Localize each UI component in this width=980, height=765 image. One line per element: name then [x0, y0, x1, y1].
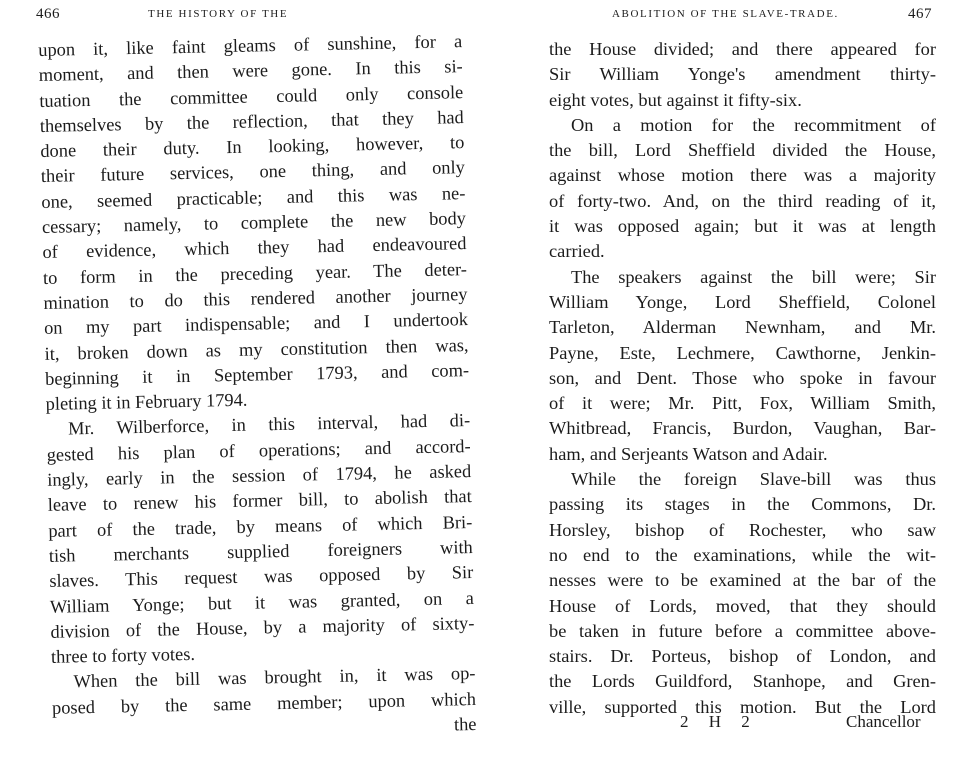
catchword: Chancellor [846, 712, 921, 731]
text-line: On a motion for the recommitment of [571, 114, 936, 135]
text-line: tish merchants supplied foreigners with [48, 536, 473, 566]
text-line: Payne, Este, Lechmere, Cawthorne, Jenkin- [549, 342, 936, 363]
text-line: pleting it in February 1794. [45, 389, 248, 415]
text-line: done their duty. In looking, however, to [40, 132, 465, 162]
text-line: ingly, early in the session of 1794, he asked [47, 461, 472, 490]
text-line: moment, and then were gone. In this si- [38, 56, 463, 86]
text-line: no end to the examinations, while the wit- [549, 544, 936, 565]
text-line: themselves by the reflection, that they had [39, 106, 464, 136]
text-line: posed by the same member; upon which [51, 688, 477, 718]
text-line: ham, and Serjeants Watson and Adair. [549, 443, 828, 464]
text-line: Horsley, bishop of Rochester, who saw [549, 519, 936, 540]
text-line: of it were; Mr. Pitt, Fox, William Smith, [549, 393, 936, 414]
text-line: slaves. This request was opposed by Sir [49, 562, 474, 592]
text-line: part of the trade, by means of which Bri- [48, 511, 473, 541]
text-line: of evidence, which they had endeavoured [42, 233, 467, 263]
signature-mark: 2 H 2 [680, 712, 758, 731]
text-line: gested his plan of operations; and accord- [46, 435, 471, 465]
text-line: on my part indispensable; and I undertook [43, 309, 469, 339]
text-line: leave to renew his former bill, to abolish that [47, 486, 472, 516]
page-number: 466 [36, 6, 60, 22]
text-line: ville, supported this motion. But the Lord [549, 696, 936, 717]
text-line: Mr. Wilberforce, in this interval, had di- [67, 410, 471, 439]
text-line: nesses were to be examined at the bar of the [549, 570, 936, 591]
right-page [490, 0, 980, 765]
text-line: it was opposed again; but it was at length [549, 216, 936, 237]
text-line: division of the House, by a majority of sixty- [50, 612, 475, 642]
text-line: eight votes, but against it fifty-six. [549, 89, 802, 110]
text-line: Whitbread, Francis, Burdon, Vaughan, Bar- [549, 418, 936, 439]
text-line: The speakers against the bill were; Sir [571, 266, 936, 287]
text-line: to form in the preceding year. The deter- [42, 258, 468, 288]
text-line: beginning it in September 1793, and com- [44, 359, 470, 389]
text-line: three to forty votes. [50, 643, 196, 667]
text-line: their future services, one thing, and only [40, 157, 466, 187]
text-line: the House divided; and there appeared for [549, 39, 936, 59]
text-line: against whose motion there was a majority [549, 165, 936, 186]
page-number: 467 [908, 6, 932, 22]
text-line: the bill, Lord Sheffield divided the House, [549, 140, 936, 161]
text-line: passing its stages in the Commons, Dr. [549, 494, 936, 515]
text-line: William Yonge, Lord Sheffield, Colonel [549, 291, 936, 312]
text-line: mination to do this rendered another journey [43, 284, 468, 313]
catchword: the [453, 713, 477, 735]
text-line: one, seemed practicable; and this was ne- [41, 182, 466, 212]
text-line: When the bill was brought in, it was op- [73, 663, 476, 692]
text-line: stairs. Dr. Porteus, bishop of London, and [549, 646, 936, 667]
text-line: be taken in future before a committee above- [549, 620, 936, 641]
text-line: Tarleton, Alderman Newnham, and Mr. [549, 317, 936, 338]
text-line: cessary; namely, to complete the new body [41, 208, 467, 238]
text-line: it, broken down as my constitution then was, [44, 334, 469, 364]
text-line: carried. [549, 241, 605, 262]
text-line: of forty-two. And, on the third reading of it, [549, 190, 936, 211]
text-line: the Lords Guildford, Stanhope, and Gren- [549, 671, 936, 692]
running-head: ABOLITION OF THE SLAVE-TRADE. [612, 8, 839, 20]
text-line: William Yonge; but it was granted, on a [49, 587, 475, 617]
running-head: THE HISTORY OF THE [148, 8, 289, 20]
text-line: House of Lords, moved, that they should [549, 595, 936, 616]
text-line: Sir William Yonge's amendment thirty- [549, 64, 936, 85]
body-text [38, 29, 477, 746]
text-line: While the foreign Slave-bill was thus [571, 469, 936, 490]
body-text [549, 37, 936, 720]
text-line: upon it, like faint gleams of sunshine, for a [38, 31, 463, 60]
text-line: son, and Dent. Those who spoke in favour [549, 367, 936, 388]
text-line: tuation the committee could only console [39, 81, 464, 111]
